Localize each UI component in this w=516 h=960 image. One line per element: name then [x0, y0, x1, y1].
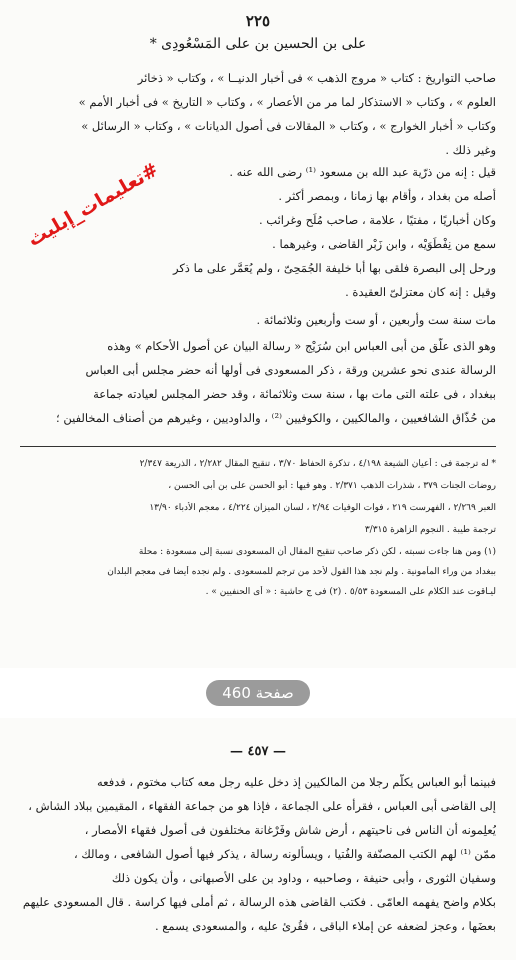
text-line: ببغداد ، فى علته التى مات بها ، سنة ست وثلاثمائة ، وقد حضر المجلس لعيادته جماعة — [93, 387, 496, 401]
text-line: بعضَها ، وعجز لضعفه عن إملاء الباقى ، فقُرئ عليه ، والمسعودى يسمع . — [155, 919, 496, 933]
text-line: وهو الذى علّق من أبى العباس ابن سُرَيْج « رسالة البيان عن أصول الأحكام » وهذه — [107, 339, 496, 353]
text-line: يُعلِمونه أن الناس فى ناحيتهم ، أرض شاش وفَرْغانة مختلفون فى أصول فقهاء الأمصار ، — [84, 823, 496, 837]
text-line: ورحل إلى البصرة فلقى بها أبا خليفة الجُمَحِىّ ، ولم يُعَمَّر على ما ذكر — [172, 261, 496, 275]
page-number: ٢٢٥ — [245, 12, 271, 30]
text-line: صاحب التواريخ : كتاب « مروج الذهب » فى أخبار الدنيــا » ، وكتاب « ذخائر — [137, 71, 496, 85]
footnote-line: العبر ٢/٢٦٩ ، الفهرست ٢١٩ ، فوات الوفيات ٢/٩٤ ، لسان الميزان ٤/٢٢٤ ، معجم الأدباء ١٣/٩٠ — [149, 503, 496, 513]
text-line: أصله من بغداد ، وأقام بها زمانا ، وبمصر أكثر . — [278, 189, 496, 203]
footnote-line: ترجمة طيبة . النجوم الزاهرة ٣/٣١٥ — [364, 525, 496, 535]
text-line: فبينما أبو العباس يكلّم رجلا من المالكيين إذ دخل عليه رجل معه كتاب مختوم ، فدفعه — [97, 775, 496, 789]
text-line: بكلام واضح يفهمه العامّى . فكتب القاضى هذه الرسالة ، ثم أملى فيها كراسة . قال المسعودى عليهم — [22, 895, 496, 909]
text-line: الرسالة عندى نحو عشرين ورقة ، ذكر المسعودى فى أولها أنه حضر مجلس أبى العباس — [85, 363, 496, 377]
text-line: وقيل : إنه كان معتزلىّ العقيدة . — [345, 285, 496, 299]
text-line: وكتاب « أخبار الخوارج » ، وكتاب « المقالات فى أصول الديانات » ، وكتاب « الرسائل » — [81, 119, 496, 133]
footnote-line: (١) ومن هنا جاءت نسبته ، لكن ذكر صاحب تنقيح المقال أن المسعودى نسبة إلى مسعودة : محلة — [138, 547, 496, 557]
chapter-title: على بن الحسين بن على المَسْعُودِى * — [149, 36, 367, 52]
footnote-line: * له ترجمة فى : أعيان الشيعة ٤/١٩٨ ، تذكرة الحفاظ ٣/٧٠ ، تنقيح المقال ٢/٢٨٢ ، الذريعة ٢/٣٤٧ — [139, 459, 496, 469]
watermark-text: #تعليمات_إبليث — [24, 158, 163, 252]
footnote-line: روضات الجنات ٣٧٩ ، شذرات الذهب ٢/٣٧١ . وهو فيها : أبو الحسن على بن أبى الحسن ، — [168, 481, 496, 491]
footnote-separator — [20, 446, 496, 447]
text-line: قيل : إنه من ذرّية عبد الله بن مسعود ⁽¹⁾ رضى الله عنه . — [229, 165, 496, 179]
text-line: مات سنة ست وأربعين ، أو ست وأربعين وثلاثمائة . — [256, 313, 496, 327]
text-line: وغير ذلك . — [445, 143, 496, 157]
text-line: وكان أخباريًا ، مفتيًا ، علامة ، صاحب مُلَح وغرائب . — [259, 213, 496, 227]
bottom-book-page — [0, 718, 516, 960]
page-indicator-badge: صفحة 460 — [206, 680, 310, 706]
footnote-line: ليـاقوت عند الكلام على المسعودة ٥/٥٣ . (٢) فى ج حاشية : « أى الحنفيين » . — [205, 587, 496, 597]
page-number: — ٤٥٧ — — [229, 744, 286, 759]
text-line: ممّن ⁽¹⁾ لهم الكتب المصنّفة والفُتيا ، ويسألونه رسالة ، يذكر فيها أصول الشافعى ، ومالك ، — [73, 847, 496, 861]
text-line: سمع من نِفْطَوَيْه ، وابن زَبْر القاضى ، وغيرهما . — [272, 237, 496, 251]
text-line: إلى القاضى أبى العباس ، فقرأه على الجماعة ، فإذا هو من جماعة الفقهاء ، المقيمين ببلاد الشاش ، — [28, 799, 496, 813]
text-line: من حُذّاق الشافعيين ، والمالكيين ، والكوفيين ⁽²⁾ ، والداوديين ، وغيرهم من أصناف المخالفين ؛ — [56, 411, 496, 425]
footnote-line: ببغداد من وراء المأمونية . ولم نجد هذا القول لأحد من ترجم للمسعودى . ولم نجده أيضا فى معجم البلدان — [107, 567, 496, 577]
text-line: وسفيان الثورى ، وأبى حنيفة ، وصاحبيه ، وداود بن على الأصبهانى ، وأن يكون ذلك — [111, 871, 496, 885]
text-line: العلوم » ، وكتاب « الاستذكار لما مر من الأعصار » ، وكتاب « التاريخ » فى أخبار الأمم » — [78, 95, 496, 109]
